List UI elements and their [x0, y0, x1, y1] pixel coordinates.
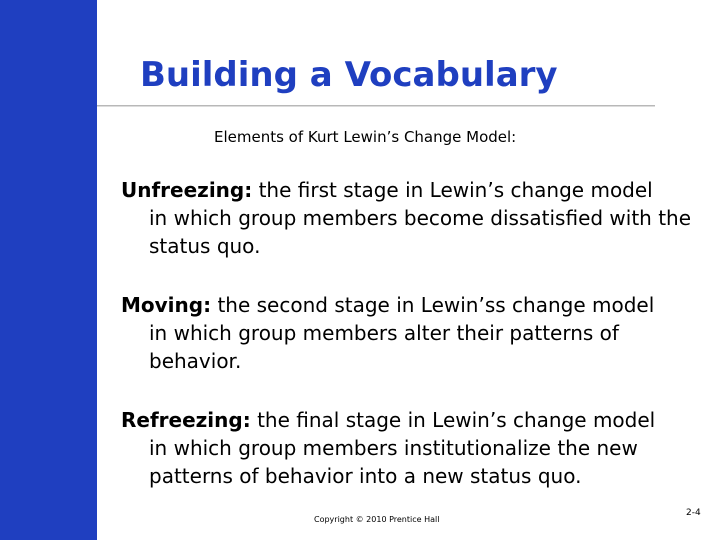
definition-text: the first stage in Lewin’s change model: [252, 178, 653, 202]
definition-unfreezing: [121, 176, 701, 260]
definition-term: Moving:: [121, 293, 212, 317]
definition-continuation: in which group members institutionalize the new patterns of behavior into a new status quo.: [149, 436, 638, 488]
definition-continuation: in which group members become dissatisfied with the status quo.: [149, 206, 692, 258]
definition-term: Refreezing:: [121, 408, 251, 432]
definition-first-line: [121, 291, 701, 319]
definition-term: Unfreezing:: [121, 178, 253, 202]
definition-first-line: [121, 176, 701, 204]
side-accent-bar: [0, 0, 97, 540]
definition-continuation: in which group members alter their patterns of behavior.: [149, 321, 619, 373]
definition-first-line: [121, 406, 701, 434]
slide-subtitle: Elements of Kurt Lewin’s Change Model:: [214, 128, 517, 146]
definition-text: the second stage in Lewin’ss change model: [211, 293, 655, 317]
definition-text: the final stage in Lewin’s change model: [250, 408, 656, 432]
copyright-notice: Copyright © 2010 Prentice Hall: [314, 515, 440, 524]
title-divider: [97, 105, 655, 107]
page-number: 2-4: [686, 508, 701, 518]
slide-title: Building a Vocabulary: [140, 55, 558, 95]
definition-moving: [121, 291, 701, 375]
definition-refreezing: [121, 406, 701, 490]
